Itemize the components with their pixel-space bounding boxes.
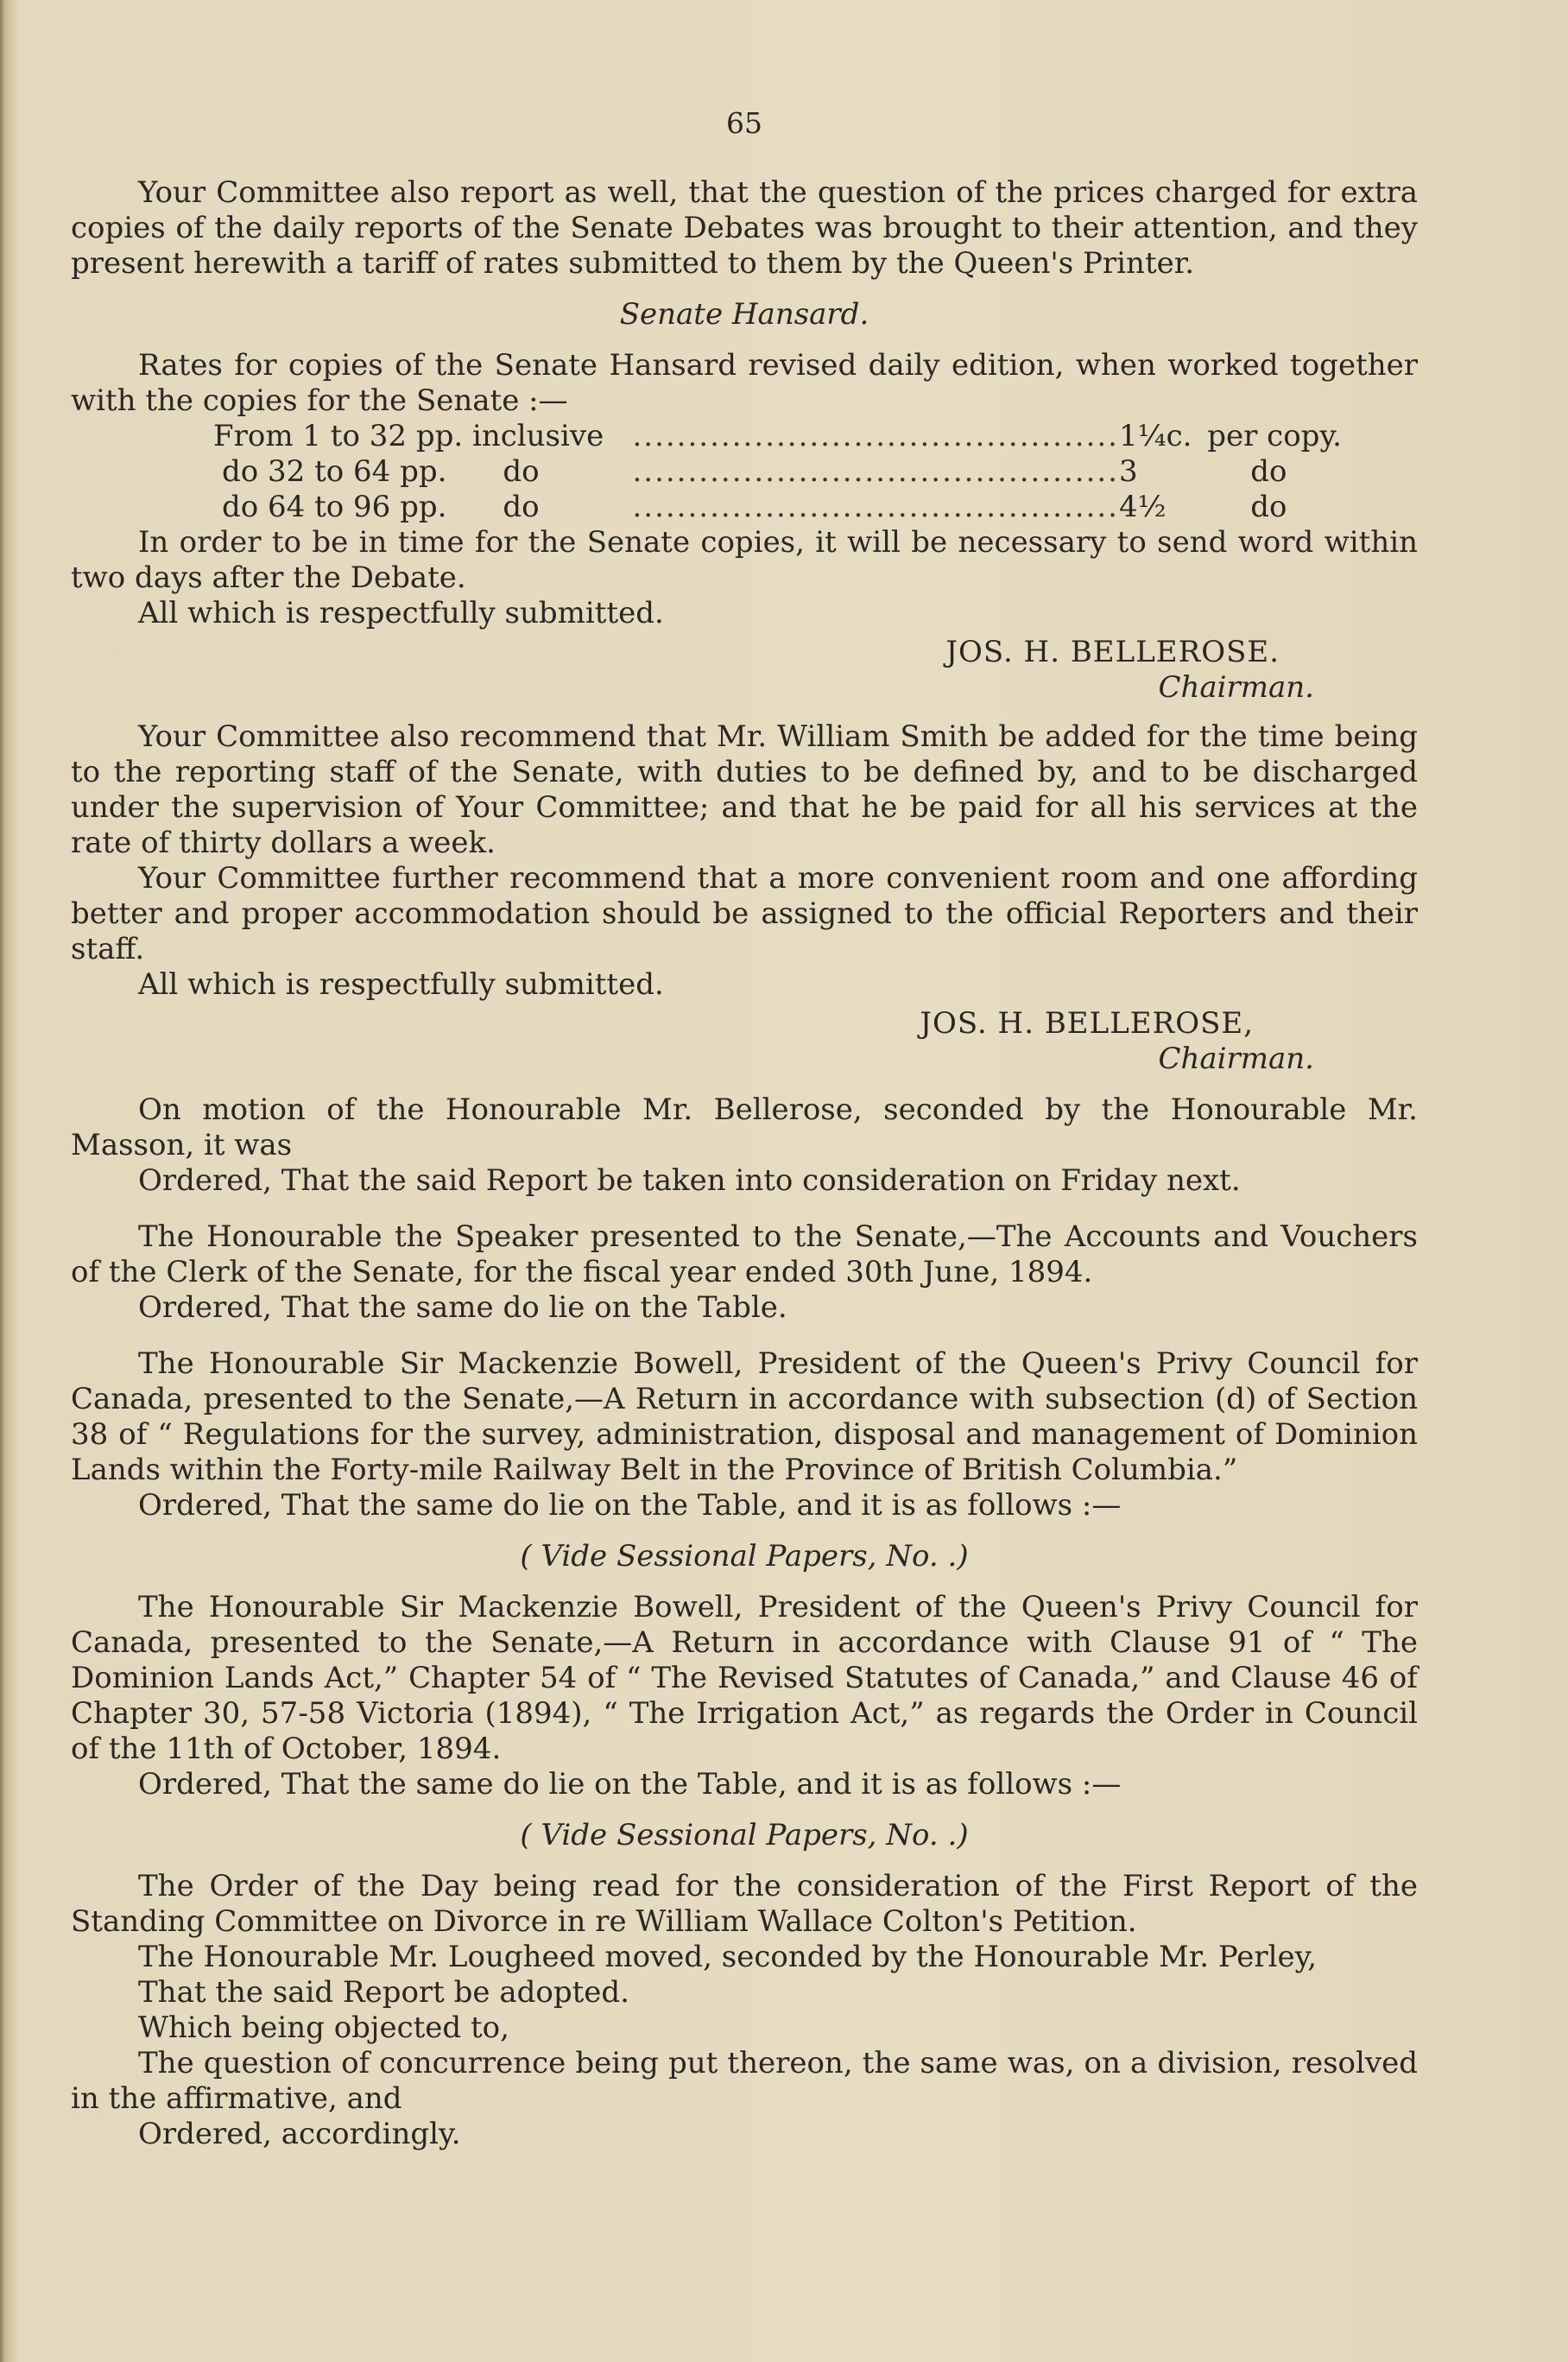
- order-of-day-paragraph: The Order of the Day being read for the consideration of the First Report of the Standing Committee on Divorce in re William Wallace Colton's Petition.: [71, 1869, 1418, 1939]
- rate-range: [213, 454, 632, 490]
- leader-dots: ............................................: [632, 454, 1119, 489]
- lougheed-moved-line: The Honourable Mr. Lougheed moved, seconded by the Honourable Mr. Perley,: [138, 1940, 1318, 1974]
- rate-price: 1¼c.: [1119, 419, 1192, 453]
- motion-paragraph: On motion of the Honourable Mr. Bellerose, seconded by the Honourable Mr. Masson, it was: [71, 1092, 1418, 1162]
- submitted-line: All which is respectfully submitted.: [138, 967, 664, 1002]
- submitted-line: All which is respectfully submitted.: [138, 596, 664, 630]
- text-column: [71, 95, 1418, 2152]
- recommend-smith-paragraph: Your Committee also recommend that Mr. William Smith be added for the time being to the reporting staff of the Senate, with duties to be defined by, and to be discharged under the supervision of Your Committee; and that he be paid for all his services at the rate of thirty dollars a week.: [71, 719, 1418, 860]
- rates-intro-paragraph: Rates for copies of the Senate Hansard revised daily edition, when worked together with the copies for the Senate :—: [71, 348, 1418, 418]
- chairman-title: Chairman.: [1158, 670, 1314, 705]
- rate-row: [213, 454, 1418, 490]
- signatory-name: JOS. H. BELLEROSE.: [945, 635, 1280, 669]
- rate-range-text: do 32 to 64 pp.: [222, 454, 447, 489]
- rate-price: 4½: [1119, 490, 1167, 524]
- chairman-title: Chairman.: [1158, 1042, 1314, 1076]
- bowell-return-paragraph: The Honourable Sir Mackenzie Bowell, President of the Queen's Privy Council for Canada, presented to the Senate,—A Return in accordance with Clause 91 of “ The Dominion Lands Act,” Chapter 54 of “ The Revised Statutes of Canada,” and Clause 46 of Chapter 30, 57-58 Victoria (1894), “ The Irrigation Act,” as regards the Order in Council of the 11th of October, 1894.: [71, 1590, 1418, 1766]
- rate-range: [213, 490, 632, 525]
- objected-line: Which being objected to,: [138, 2011, 509, 2045]
- leader-dots: ............................................: [632, 419, 1119, 453]
- ordered-friday-line: Ordered, That the said Report be taken into consideration on Friday next.: [138, 1163, 1241, 1198]
- question-concurrence-paragraph: The question of concurrence being put thereon, the same was, on a division, resolved in the affirmative, and: [71, 2046, 1418, 2116]
- report-intro-paragraph: Your Committee also report as well, that the question of the prices charged for extra copies of the daily reports of the Senate Debates was brought to their attention, and they present herewith a tariff of rates submitted to them by the Queen's Printer.: [71, 175, 1418, 281]
- rate-range: [213, 419, 632, 454]
- page-number: 65: [726, 106, 762, 140]
- hansard-heading: Senate Hansard.: [619, 297, 869, 332]
- rate-range-text: do 64 to 96 pp.: [222, 490, 447, 524]
- rate-unit: do: [1250, 454, 1287, 489]
- rate-range-ditto: do: [503, 454, 540, 489]
- ordered-follows-line: Ordered, That the same do lie on the Table, and it is as follows :—: [138, 1767, 1122, 1802]
- speaker-presented-paragraph: The Honourable the Speaker presented to the Senate,—The Accounts and Vouchers of the Clerk of the Senate, for the fiscal year ended 30th June, 1894.: [71, 1219, 1418, 1289]
- leader-dots: ............................................: [632, 490, 1119, 524]
- ordered-accordingly-line: Ordered, accordingly.: [138, 2117, 461, 2151]
- rate-range-ditto: do: [503, 490, 540, 524]
- rates-table: [213, 419, 1418, 525]
- ordered-follows-line: Ordered, That the same do lie on the Table, and it is as follows :—: [138, 1488, 1122, 1523]
- report-adopted-line: That the said Report be adopted.: [138, 1975, 629, 2010]
- rate-unit: do: [1250, 490, 1287, 524]
- rates-note-paragraph: In order to be in time for the Senate copies, it will be necessary to send word within two days after the Debate.: [71, 525, 1418, 595]
- ordered-table-line: Ordered, That the same do lie on the Table.: [138, 1290, 787, 1325]
- vide-sessional-papers: ( Vide Sessional Papers, No. .): [520, 1539, 969, 1574]
- rate-unit: per copy.: [1207, 419, 1342, 453]
- rate-row: [213, 490, 1418, 525]
- recommend-room-paragraph: Your Committee further recommend that a more convenient room and one affording better and proper accommodation should be assigned to the official Reporters and their staff.: [71, 861, 1418, 966]
- signatory-name: JOS. H. BELLEROSE,: [920, 1006, 1254, 1041]
- rate-range-text: From 1 to 32 pp. inclusive: [213, 419, 604, 453]
- bowell-return-paragraph: The Honourable Sir Mackenzie Bowell, President of the Queen's Privy Council for Canada, presented to the Senate,—A Return in accordance with subsection (d) of Section 38 of “ Regulations for the survey, administration, disposal and management of Dominion Lands within the Forty-mile Railway Belt in the Province of British Columbia.”: [71, 1346, 1418, 1487]
- rate-price: 3: [1119, 454, 1138, 489]
- vide-sessional-papers: ( Vide Sessional Papers, No. .): [520, 1818, 969, 1852]
- rate-row: [213, 419, 1418, 454]
